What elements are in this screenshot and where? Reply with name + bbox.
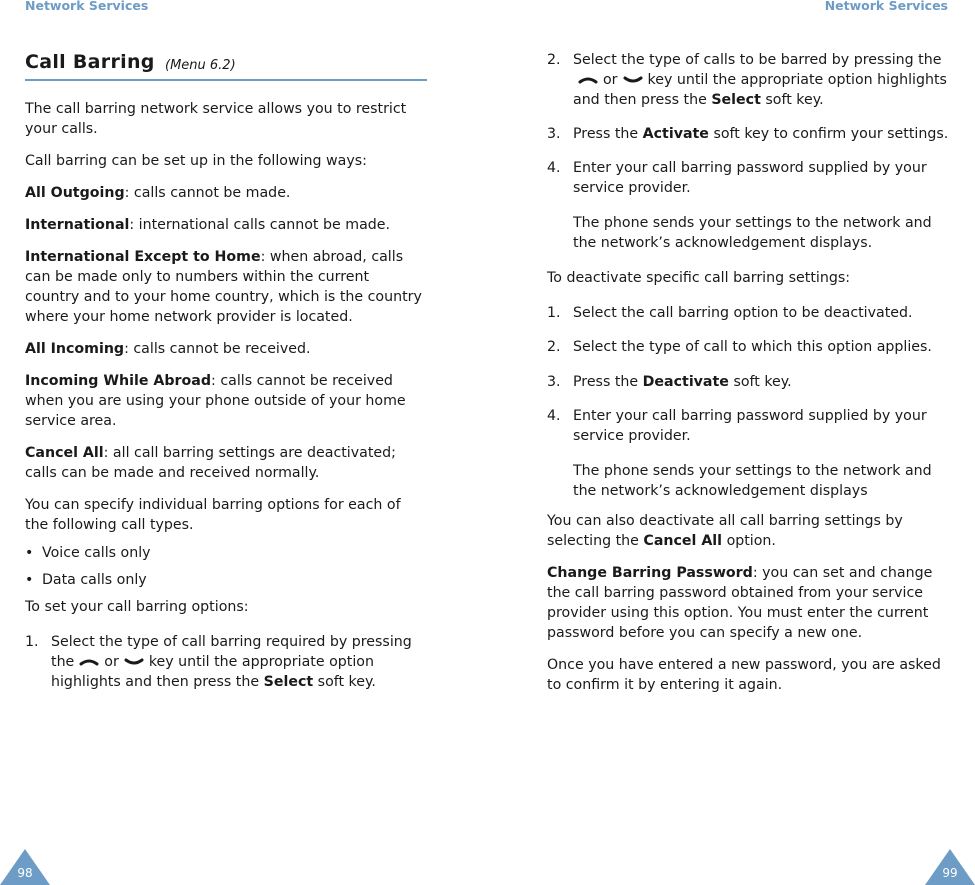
- step-number: 3.: [547, 374, 561, 390]
- step-number: 3.: [547, 126, 561, 142]
- option-desc: : calls cannot be received when you are using your phone outside of your home service area.: [25, 373, 406, 429]
- deactivate-step-4-note: The phone sends your settings to the network and the network’s acknowledgement displays: [573, 463, 932, 499]
- option-term: Incoming While Abroad: [25, 373, 212, 389]
- menu-reference: (Menu 6.2): [165, 58, 236, 73]
- step-text: Select the type of calls to be barred by pressing the or key until the appropriate option highlights and then press the Select soft key.: [573, 52, 947, 108]
- step-number: 4.: [547, 160, 561, 176]
- down-key-icon: [123, 657, 145, 667]
- step-number: 1.: [25, 634, 39, 650]
- bullet-text: Data calls only: [42, 572, 147, 588]
- option-desc: : when abroad, calls can be made only to numbers within the current country and to your home country, which is the country where your home network provider is located.: [25, 249, 422, 325]
- option-desc: : calls cannot be made.: [124, 185, 291, 201]
- page-number-text: 98: [17, 866, 33, 880]
- deactivate-intro: To deactivate specific call barring settings:: [547, 270, 850, 286]
- cancel-all-paragraph: You can also deactivate all call barring settings by selecting the Cancel All option.: [547, 513, 903, 549]
- up-key-icon: [577, 75, 599, 85]
- option-international: [25, 215, 427, 235]
- running-header-right: Network Services: [824, 0, 948, 13]
- step-number: 2.: [547, 52, 561, 68]
- step-number: 1.: [547, 305, 561, 321]
- step-1: [25, 632, 427, 692]
- bullet-text: Voice calls only: [42, 545, 151, 561]
- step-3: [547, 124, 952, 144]
- step-4: [547, 158, 952, 198]
- option-all-outgoing: [25, 183, 427, 203]
- section-title-row: [25, 51, 427, 81]
- setup-intro: Call barring can be set up in the following ways:: [25, 153, 367, 169]
- step-text: Press the Deactivate soft key.: [573, 374, 792, 390]
- down-key-icon: [622, 75, 644, 85]
- page-number-right: [925, 849, 975, 885]
- deactivate-step-2: [547, 337, 952, 357]
- bullet-dot: •: [25, 545, 34, 561]
- option-desc: : international calls cannot be made.: [129, 217, 391, 233]
- running-header-left: Network Services: [25, 0, 149, 13]
- bullet-dot: •: [25, 572, 34, 588]
- option-cancel-all: [25, 443, 427, 483]
- option-desc: : calls cannot be received.: [124, 341, 311, 357]
- option-all-incoming: [25, 339, 427, 359]
- step-text: Enter your call barring password supplied by your service provider.: [573, 408, 927, 444]
- deactivate-step-3: [547, 372, 952, 392]
- change-password-paragraph: [547, 563, 952, 643]
- option-term: All Incoming: [25, 341, 125, 357]
- option-term: All Outgoing: [25, 185, 125, 201]
- page-number-text: 99: [942, 866, 958, 880]
- step-text: Enter your call barring password supplied by your service provider.: [573, 160, 927, 196]
- step-number: 4.: [547, 408, 561, 424]
- option-international-except-home: [25, 247, 427, 327]
- set-intro: To set your call barring options:: [25, 599, 249, 615]
- option-term: International: [25, 217, 130, 233]
- confirm-paragraph: Once you have entered a new password, you are asked to confirm it by entering it again.: [547, 657, 941, 693]
- list-item: [25, 570, 427, 590]
- step-number: 2.: [547, 339, 561, 355]
- page-title: Call Barring: [25, 51, 155, 73]
- step-2: [547, 50, 952, 110]
- option-term: International Except to Home: [25, 249, 261, 265]
- option-incoming-while-abroad: [25, 371, 427, 431]
- intro-paragraph: The call barring network service allows you to restrict your calls.: [25, 101, 407, 137]
- step-text: Press the Activate soft key to confirm your settings.: [573, 126, 949, 142]
- deactivate-step-4: [547, 406, 952, 446]
- step-text: Select the type of call barring required by pressing the or key until the appropriate option highlights and then press the Select soft key.: [51, 634, 412, 690]
- option-desc: : you can set and change the call barring password obtained from your service provider using this option. You must enter the current password before you can specify a new one.: [547, 565, 933, 641]
- option-desc: : all call barring settings are deactivated; calls can be made and received normally.: [25, 445, 396, 481]
- list-item: [25, 543, 427, 563]
- up-key-icon: [78, 657, 100, 667]
- step-text: Select the call barring option to be deactivated.: [573, 305, 913, 321]
- page-number-left: [0, 849, 50, 885]
- step-text: Select the type of call to which this option applies.: [573, 339, 932, 355]
- deactivate-step-1: [547, 303, 952, 323]
- option-term: Change Barring Password: [547, 565, 753, 581]
- right-page-column: [547, 50, 952, 695]
- step-4-note: The phone sends your settings to the network and the network’s acknowledgement displays.: [573, 215, 932, 251]
- left-page-column: [25, 51, 427, 692]
- specify-paragraph: You can specify individual barring options for each of the following call types.: [25, 497, 401, 533]
- option-term: Cancel All: [25, 445, 104, 461]
